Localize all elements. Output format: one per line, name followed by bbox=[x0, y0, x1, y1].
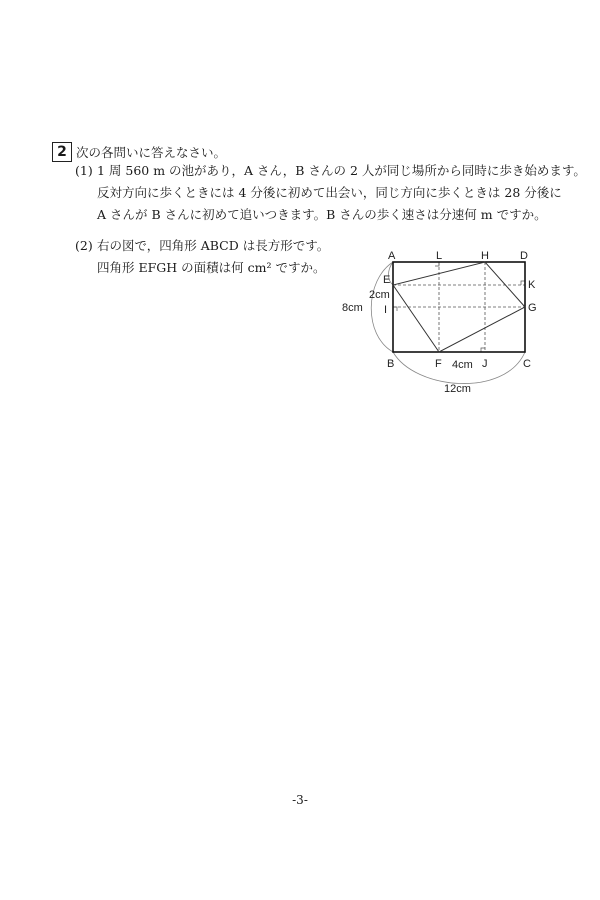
label-i: I bbox=[384, 304, 388, 316]
dimension-label-8cm: 8cm bbox=[342, 302, 363, 314]
subquestion-1 bbox=[75, 160, 586, 226]
rectangle-figure bbox=[335, 240, 555, 400]
label-f: F bbox=[435, 358, 442, 370]
label-j: J bbox=[482, 358, 488, 370]
label-e: E bbox=[383, 274, 391, 286]
label-k: K bbox=[528, 279, 536, 291]
subquestion-1-line-3: A さんが B さんに初めて追いつきます。B さんの歩く速さは分速何 m ですか。 bbox=[97, 207, 547, 222]
dimension-label-4cm: 4cm bbox=[452, 359, 473, 371]
question-intro: 次の各問いに答えなさい。 bbox=[76, 145, 227, 160]
question-number-box: 2 bbox=[52, 142, 72, 162]
label-l: L bbox=[436, 250, 443, 262]
question-header bbox=[52, 142, 226, 162]
label-b: B bbox=[387, 358, 395, 370]
label-a: A bbox=[388, 250, 396, 262]
subquestion-1-line-1: 1 周 560 m の池があり，A さん，B さんの 2 人が同じ場所から同時に歩き始めます。 bbox=[97, 163, 586, 178]
subquestion-2 bbox=[75, 235, 329, 279]
subquestion-2-number: (2) bbox=[75, 238, 93, 253]
page-number: -3- bbox=[292, 793, 308, 807]
label-c: C bbox=[523, 358, 531, 370]
label-h: H bbox=[481, 250, 489, 262]
subquestion-1-number: (1) bbox=[75, 163, 93, 178]
subquestion-2-line-2: 四角形 EFGH の面積は何 cm² ですか。 bbox=[97, 260, 326, 275]
subquestion-2-line-1: 右の図で，四角形 ABCD は長方形です。 bbox=[97, 238, 330, 253]
label-g: G bbox=[528, 302, 537, 314]
dimension-label-12cm: 12cm bbox=[444, 383, 471, 395]
label-d: D bbox=[520, 250, 528, 262]
dimension-label-2cm: 2cm bbox=[369, 289, 390, 301]
subquestion-1-line-2: 反対方向に歩くときには 4 分後に初めて出会い，同じ方向に歩くときは 28 分後に bbox=[97, 185, 562, 200]
